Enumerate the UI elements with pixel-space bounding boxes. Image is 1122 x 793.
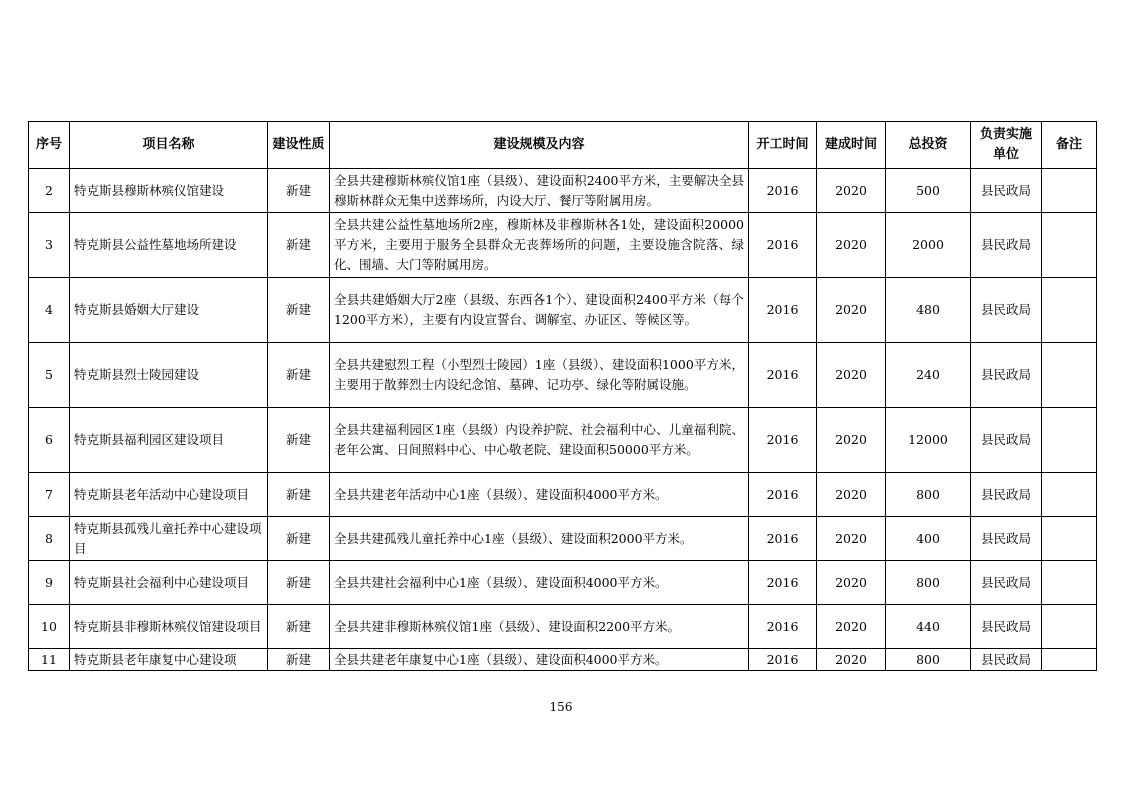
cell-start: 2016 (749, 561, 817, 605)
header-seq: 序号 (29, 122, 70, 169)
cell-unit: 县民政局 (971, 213, 1042, 278)
cell-nature: 新建 (268, 473, 330, 517)
header-investment: 总投资 (886, 122, 971, 169)
cell-notes (1042, 343, 1097, 408)
cell-seq: 5 (29, 343, 70, 408)
header-start: 开工时间 (749, 122, 817, 169)
cell-end: 2020 (817, 343, 886, 408)
table-row (29, 561, 1097, 605)
cell-notes (1042, 278, 1097, 343)
cell-name: 特克斯县公益性墓地场所建设 (70, 213, 268, 278)
cell-nature: 新建 (268, 605, 330, 649)
cell-investment: 480 (886, 278, 971, 343)
cell-unit: 县民政局 (971, 649, 1042, 671)
cell-seq: 6 (29, 408, 70, 473)
table-row (29, 517, 1097, 561)
cell-scope: 全县共建慰烈工程（小型烈士陵园）1座（县级）、建设面积1000平方米，主要用于散葬烈士内设纪念馆、墓碑、记功亭、绿化等附属设施。 (330, 343, 749, 408)
cell-scope: 全县共建婚姻大厅2座（县级、东西各1个）、建设面积2400平方米（每个1200平方米），主要有内设宣誓台、调解室、办证区、等候区等。 (330, 278, 749, 343)
cell-scope: 全县共建孤残儿童托养中心1座（县级）、建设面积2000平方米。 (330, 517, 749, 561)
cell-nature: 新建 (268, 343, 330, 408)
cell-end: 2020 (817, 605, 886, 649)
cell-scope: 全县共建老年活动中心1座（县级）、建设面积4000平方米。 (330, 473, 749, 517)
cell-scope: 全县共建福利园区1座（县级）内设养护院、社会福利中心、儿童福利院、老年公寓、日间照料中心、中心敬老院、建设面积50000平方米。 (330, 408, 749, 473)
cell-unit: 县民政局 (971, 408, 1042, 473)
cell-start: 2016 (749, 605, 817, 649)
cell-start: 2016 (749, 213, 817, 278)
cell-notes (1042, 605, 1097, 649)
cell-nature: 新建 (268, 408, 330, 473)
cell-start: 2016 (749, 649, 817, 671)
table-header-row (29, 122, 1097, 169)
cell-investment: 500 (886, 169, 971, 213)
cell-name: 特克斯县婚姻大厅建设 (70, 278, 268, 343)
cell-start: 2016 (749, 473, 817, 517)
cell-notes (1042, 561, 1097, 605)
header-unit: 负责实施单位 (971, 122, 1042, 169)
cell-name: 特克斯县穆斯林殡仪馆建设 (70, 169, 268, 213)
cell-start: 2016 (749, 517, 817, 561)
cell-nature: 新建 (268, 169, 330, 213)
cell-name: 特克斯县烈士陵园建设 (70, 343, 268, 408)
cell-investment: 240 (886, 343, 971, 408)
cell-notes (1042, 517, 1097, 561)
cell-start: 2016 (749, 408, 817, 473)
cell-start: 2016 (749, 343, 817, 408)
cell-scope: 全县共建老年康复中心1座（县级）、建设面积4000平方米。 (330, 649, 749, 671)
table-row (29, 473, 1097, 517)
cell-investment: 2000 (886, 213, 971, 278)
cell-end: 2020 (817, 213, 886, 278)
cell-unit: 县民政局 (971, 169, 1042, 213)
cell-investment: 800 (886, 561, 971, 605)
cell-end: 2020 (817, 561, 886, 605)
cell-unit: 县民政局 (971, 561, 1042, 605)
header-nature: 建设性质 (268, 122, 330, 169)
cell-scope: 全县共建穆斯林殡仪馆1座（县级）、建设面积2400平方米，主要解决全县穆斯林群众无集中送葬场所，内设大厅、餐厅等附属用房。 (330, 169, 749, 213)
cell-investment: 400 (886, 517, 971, 561)
cell-name: 特克斯县非穆斯林殡仪馆建设项目 (70, 605, 268, 649)
cell-notes (1042, 408, 1097, 473)
cell-start: 2016 (749, 278, 817, 343)
cell-nature: 新建 (268, 649, 330, 671)
cell-seq: 3 (29, 213, 70, 278)
cell-name: 特克斯县福利园区建设项目 (70, 408, 268, 473)
cell-unit: 县民政局 (971, 605, 1042, 649)
cell-seq: 7 (29, 473, 70, 517)
cell-nature: 新建 (268, 561, 330, 605)
cell-investment: 800 (886, 649, 971, 671)
cell-investment: 800 (886, 473, 971, 517)
cell-end: 2020 (817, 408, 886, 473)
table-row (29, 343, 1097, 408)
table-row (29, 408, 1097, 473)
projects-table (28, 121, 1097, 671)
cell-seq: 4 (29, 278, 70, 343)
cell-notes (1042, 473, 1097, 517)
cell-notes (1042, 169, 1097, 213)
cell-end: 2020 (817, 169, 886, 213)
cell-scope: 全县共建非穆斯林殡仪馆1座（县级）、建设面积2200平方米。 (330, 605, 749, 649)
cell-nature: 新建 (268, 517, 330, 561)
cell-name: 特克斯县社会福利中心建设项目 (70, 561, 268, 605)
cell-unit: 县民政局 (971, 473, 1042, 517)
table-row (29, 649, 1097, 671)
cell-unit: 县民政局 (971, 517, 1042, 561)
table-row (29, 169, 1097, 213)
table-row (29, 278, 1097, 343)
cell-investment: 12000 (886, 408, 971, 473)
page-number: 156 (549, 700, 573, 714)
cell-name: 特克斯县老年康复中心建设项 (70, 649, 268, 671)
cell-end: 2020 (817, 473, 886, 517)
cell-investment: 440 (886, 605, 971, 649)
table-row (29, 605, 1097, 649)
header-scope: 建设规模及内容 (330, 122, 749, 169)
cell-end: 2020 (817, 278, 886, 343)
cell-seq: 11 (29, 649, 70, 671)
cell-scope: 全县共建公益性墓地场所2座，穆斯林及非穆斯林各1处，建设面积20000平方米，主要用于服务全县群众无丧葬场所的问题，主要设施含院落、绿化、围墙、大门等附属用房。 (330, 213, 749, 278)
cell-nature: 新建 (268, 278, 330, 343)
cell-end: 2020 (817, 649, 886, 671)
cell-unit: 县民政局 (971, 343, 1042, 408)
cell-seq: 10 (29, 605, 70, 649)
table-row (29, 213, 1097, 278)
cell-seq: 9 (29, 561, 70, 605)
header-end: 建成时间 (817, 122, 886, 169)
cell-start: 2016 (749, 169, 817, 213)
cell-scope: 全县共建社会福利中心1座（县级）、建设面积4000平方米。 (330, 561, 749, 605)
cell-seq: 2 (29, 169, 70, 213)
cell-seq: 8 (29, 517, 70, 561)
cell-nature: 新建 (268, 213, 330, 278)
cell-unit: 县民政局 (971, 278, 1042, 343)
cell-name: 特克斯县孤残儿童托养中心建设项目 (70, 517, 268, 561)
cell-end: 2020 (817, 517, 886, 561)
header-name: 项目名称 (70, 122, 268, 169)
header-notes: 备注 (1042, 122, 1097, 169)
cell-notes (1042, 213, 1097, 278)
cell-notes (1042, 649, 1097, 671)
cell-name: 特克斯县老年活动中心建设项目 (70, 473, 268, 517)
